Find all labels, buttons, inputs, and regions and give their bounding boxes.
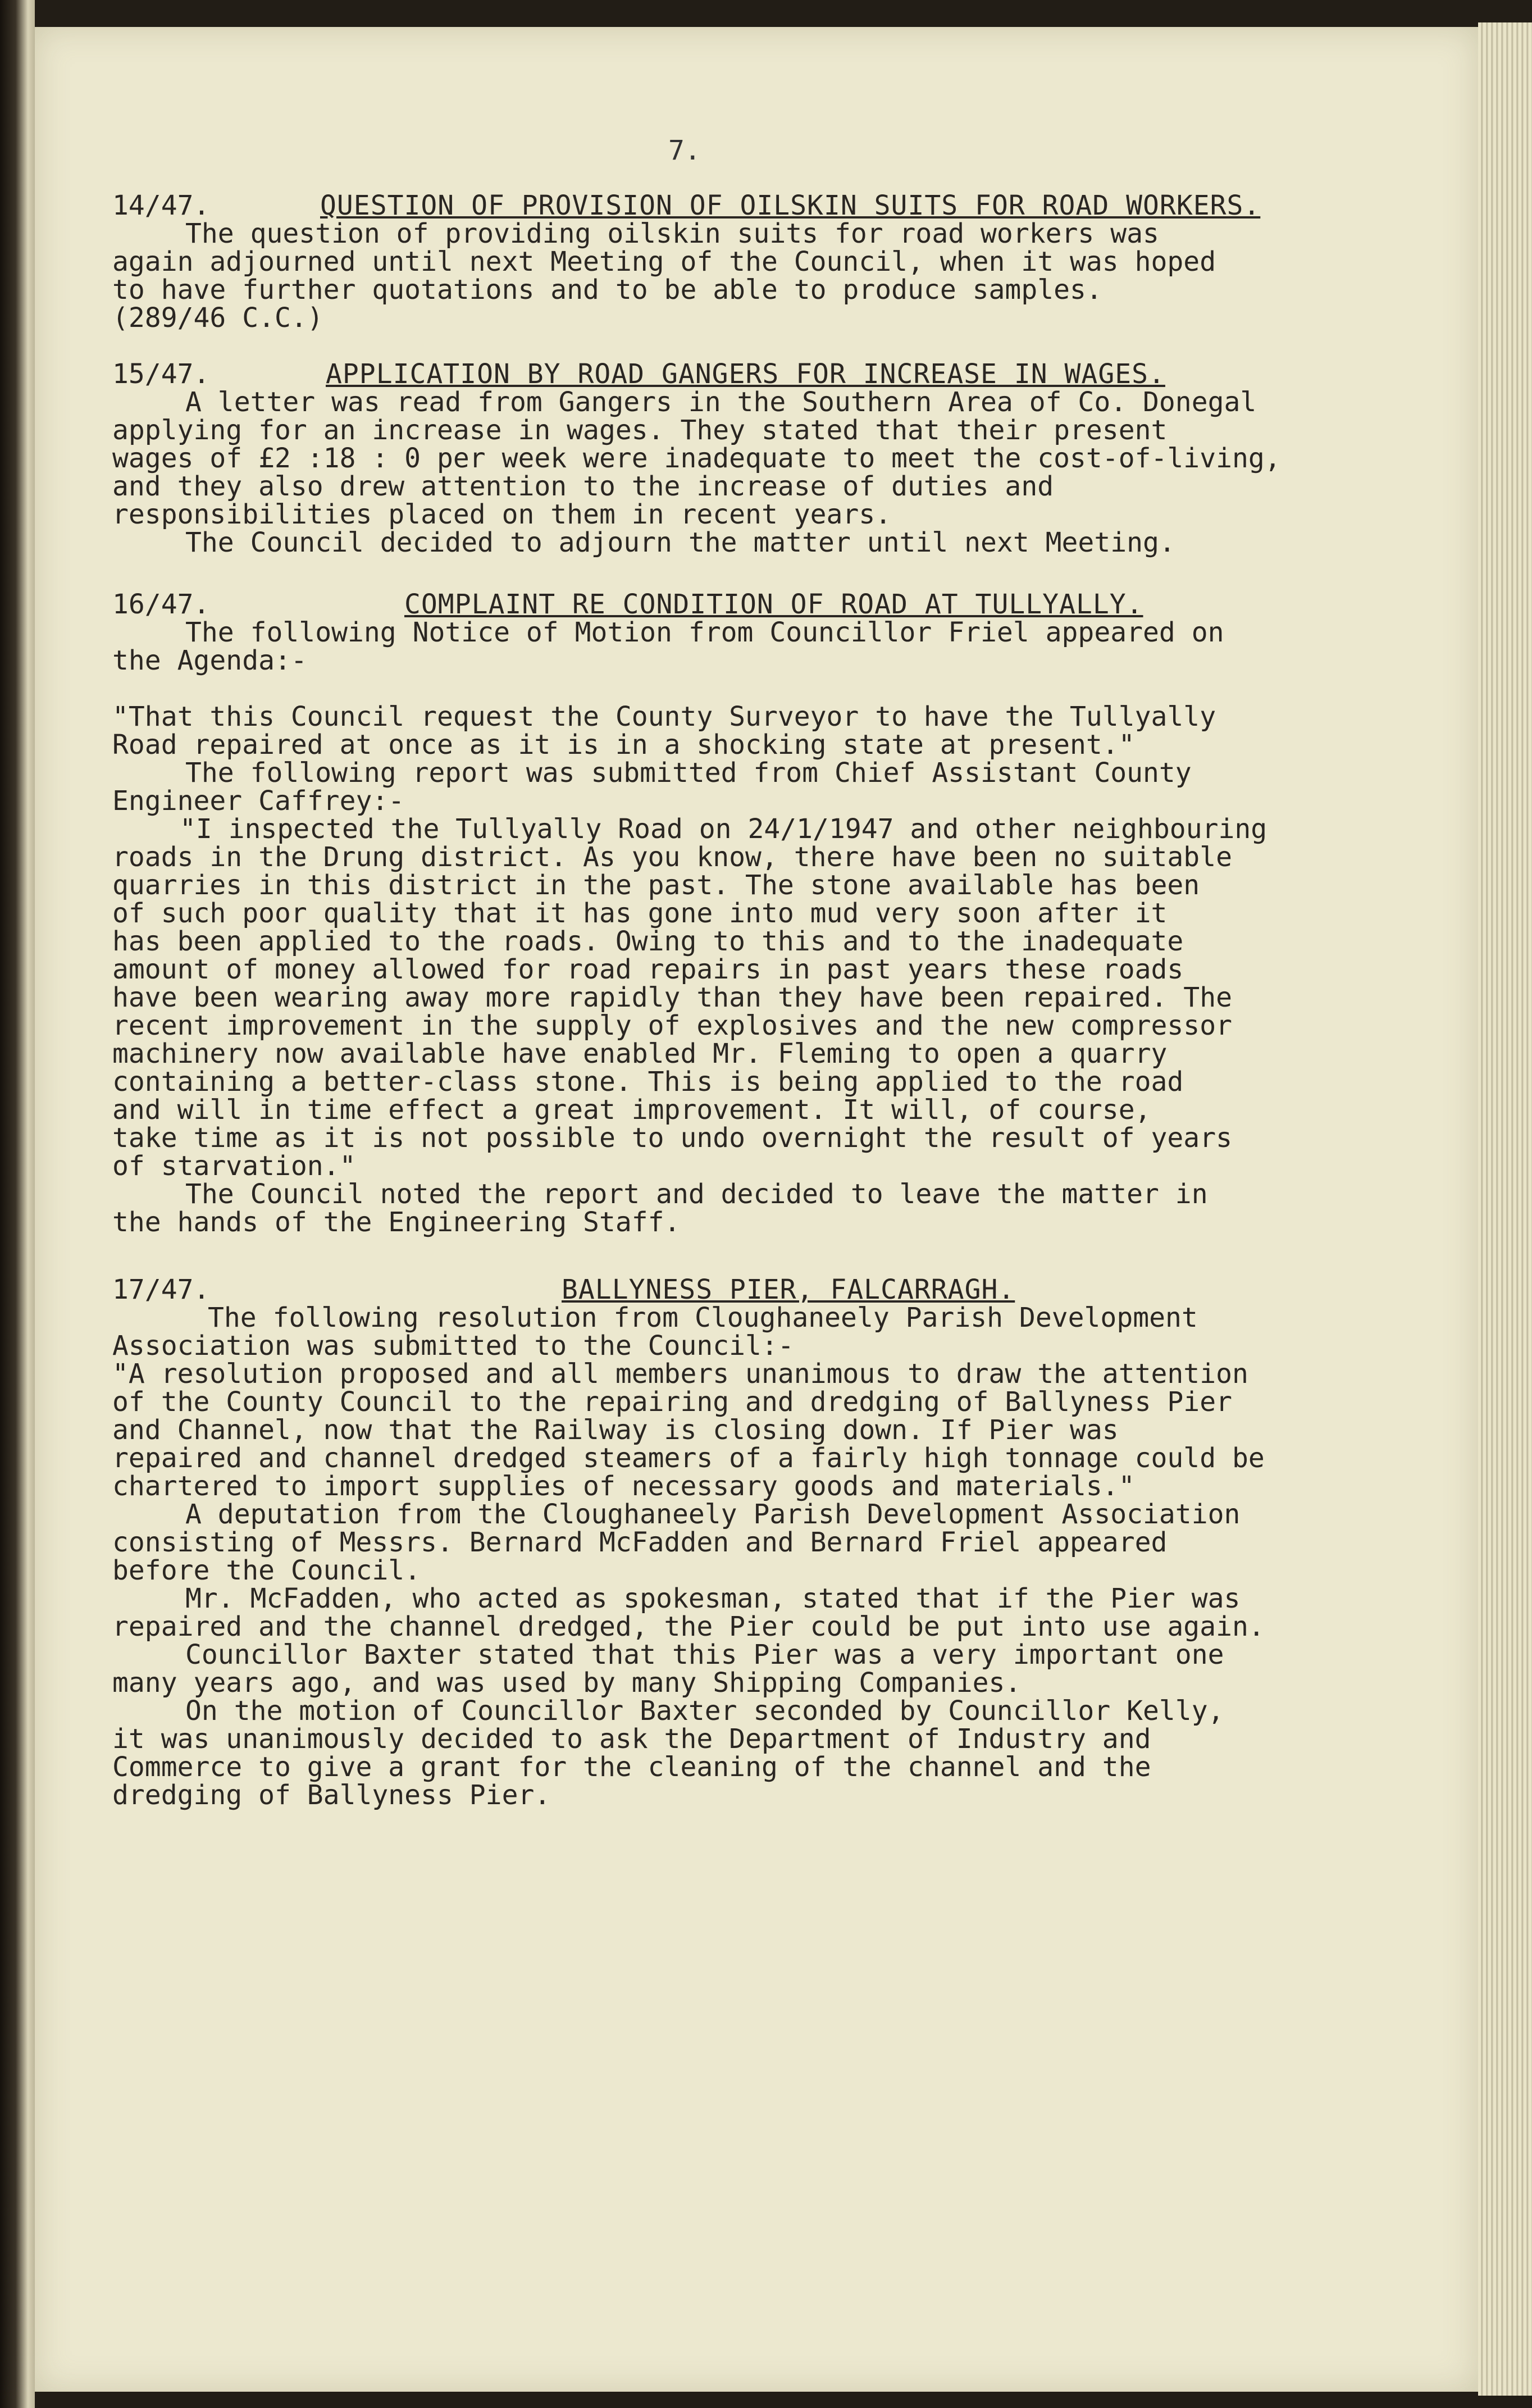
item-line: The Council noted the report and decided to leave the matter in bbox=[185, 1178, 1208, 1210]
minute-item-17 bbox=[112, 1275, 1331, 1809]
item-line: containing a better-class stone. This is being applied to the road bbox=[112, 1066, 1184, 1098]
item-line: of such poor quality that it has gone into mud very soon after it bbox=[112, 898, 1168, 929]
item-line: it was unanimously decided to ask the Department of Industry and bbox=[112, 1723, 1151, 1755]
item-line: Mr. McFadden, who acted as spokesman, stated that if the Pier was bbox=[185, 1583, 1241, 1614]
item-line: amount of money allowed for road repairs in past years these roads bbox=[112, 954, 1184, 985]
item-line: machinery now available have enabled Mr. Fleming to open a quarry bbox=[112, 1038, 1168, 1069]
item-line: repaired and channel dredged steamers of a fairly high tonnage could be bbox=[112, 1442, 1265, 1474]
item-line: Road repaired at once as it is in a shocking state at present." bbox=[112, 729, 1135, 761]
item-heading: QUESTION OF PROVISION OF OILSKIN SUITS FOR ROAD WORKERS. bbox=[320, 190, 1261, 221]
item-line: of the County Council to the repairing and dredging of Ballyness Pier bbox=[112, 1386, 1232, 1418]
item-line: to have further quotations and to be able to produce samples. bbox=[112, 274, 1102, 306]
item-line: (289/46 C.C.) bbox=[112, 302, 323, 334]
item-line: recent improvement in the supply of explosives and the new compressor bbox=[112, 1010, 1232, 1041]
item-line: the Agenda:- bbox=[112, 645, 307, 676]
item-line: "That this Council request the County Surveyor to have the Tullyally bbox=[112, 701, 1216, 732]
item-line: and Channel, now that the Railway is closing down. If Pier was bbox=[112, 1414, 1119, 1446]
item-line: Commerce to give a grant for the cleaning of the channel and the bbox=[112, 1751, 1151, 1783]
item-line: has been applied to the roads. Owing to this and to the inadequate bbox=[112, 926, 1184, 957]
minute-item-15 bbox=[112, 359, 1331, 556]
item-number: 15/47. bbox=[112, 358, 210, 390]
item-number: 16/47. bbox=[112, 589, 210, 620]
page-number: 7. bbox=[668, 135, 701, 166]
item-line: take time as it is not possible to undo overnight the result of years bbox=[112, 1122, 1232, 1154]
item-line: A letter was read from Gangers in the Southern Area of Co. Donegal bbox=[185, 386, 1257, 418]
item-line: have been wearing away more rapidly than they have been repaired. The bbox=[112, 982, 1232, 1013]
item-number: 17/47. bbox=[112, 1274, 210, 1305]
item-line: many years ago, and was used by many Shipping Companies. bbox=[112, 1667, 1022, 1699]
item-line: The following resolution from Cloughaneely Parish Development bbox=[208, 1302, 1198, 1333]
item-number: 14/47. bbox=[112, 190, 210, 221]
item-line: the hands of the Engineering Staff. bbox=[112, 1207, 681, 1238]
left-page-edge bbox=[0, 0, 35, 2408]
item-line: On the motion of Councillor Baxter seconded by Councillor Kelly, bbox=[185, 1695, 1224, 1727]
item-line: A deputation from the Cloughaneely Parish Development Association bbox=[185, 1499, 1241, 1530]
item-line: of starvation." bbox=[112, 1150, 356, 1182]
item-line: The Council decided to adjourn the matter until next Meeting. bbox=[185, 527, 1175, 558]
item-heading: BALLYNESS PIER, FALCARRAGH. bbox=[562, 1274, 1015, 1305]
item-line: consisting of Messrs. Bernard McFadden and Bernard Friel appeared bbox=[112, 1527, 1168, 1558]
page-edges-stack bbox=[1478, 22, 1532, 2396]
item-line: before the Council. bbox=[112, 1555, 421, 1586]
item-line: wages of £2 :18 : 0 per week were inadequate to meet the cost-of-living, bbox=[112, 443, 1281, 474]
item-heading: APPLICATION BY ROAD GANGERS FOR INCREASE IN WAGES. bbox=[326, 358, 1165, 390]
item-line: Association was submitted to the Council:- bbox=[112, 1330, 794, 1362]
item-line: quarries in this district in the past. The stone available has been bbox=[112, 870, 1200, 901]
item-line: dredging of Ballyness Pier. bbox=[112, 1779, 551, 1811]
item-line: roads in the Drung district. As you know, there have been no suitable bbox=[112, 841, 1232, 873]
item-line: The following report was submitted from Chief Assistant County bbox=[185, 757, 1192, 789]
minute-item-16 bbox=[112, 590, 1331, 1236]
item-line: "I inspected the Tullyally Road on 24/1/1947 and other neighbouring bbox=[180, 813, 1267, 845]
item-line: "A resolution proposed and all members unanimous to draw the attention bbox=[112, 1358, 1248, 1390]
item-line: The following Notice of Motion from Councillor Friel appeared on bbox=[185, 617, 1224, 648]
item-line: repaired and the channel dredged, the Pier could be put into use again. bbox=[112, 1611, 1265, 1642]
item-heading: COMPLAINT RE CONDITION OF ROAD AT TULLYALLY. bbox=[404, 589, 1143, 620]
item-line: Engineer Caffrey:- bbox=[112, 785, 405, 817]
faint-illegible-line bbox=[112, 674, 1331, 702]
item-line: Councillor Baxter stated that this Pier was a very important one bbox=[185, 1639, 1224, 1670]
item-line: again adjourned until next Meeting of the Council, when it was hoped bbox=[112, 246, 1216, 277]
item-line: The question of providing oilskin suits for road workers was bbox=[185, 218, 1159, 249]
item-line: and will in time effect a great improvement. It will, of course, bbox=[112, 1094, 1151, 1126]
item-line: and they also drew attention to the increase of duties and bbox=[112, 471, 1054, 502]
item-line: responsibilities placed on them in recent years. bbox=[112, 499, 892, 530]
item-line: applying for an increase in wages. They stated that their present bbox=[112, 415, 1168, 446]
minute-item-14 bbox=[112, 190, 1331, 334]
item-line: chartered to import supplies of necessary goods and materials." bbox=[112, 1471, 1135, 1502]
